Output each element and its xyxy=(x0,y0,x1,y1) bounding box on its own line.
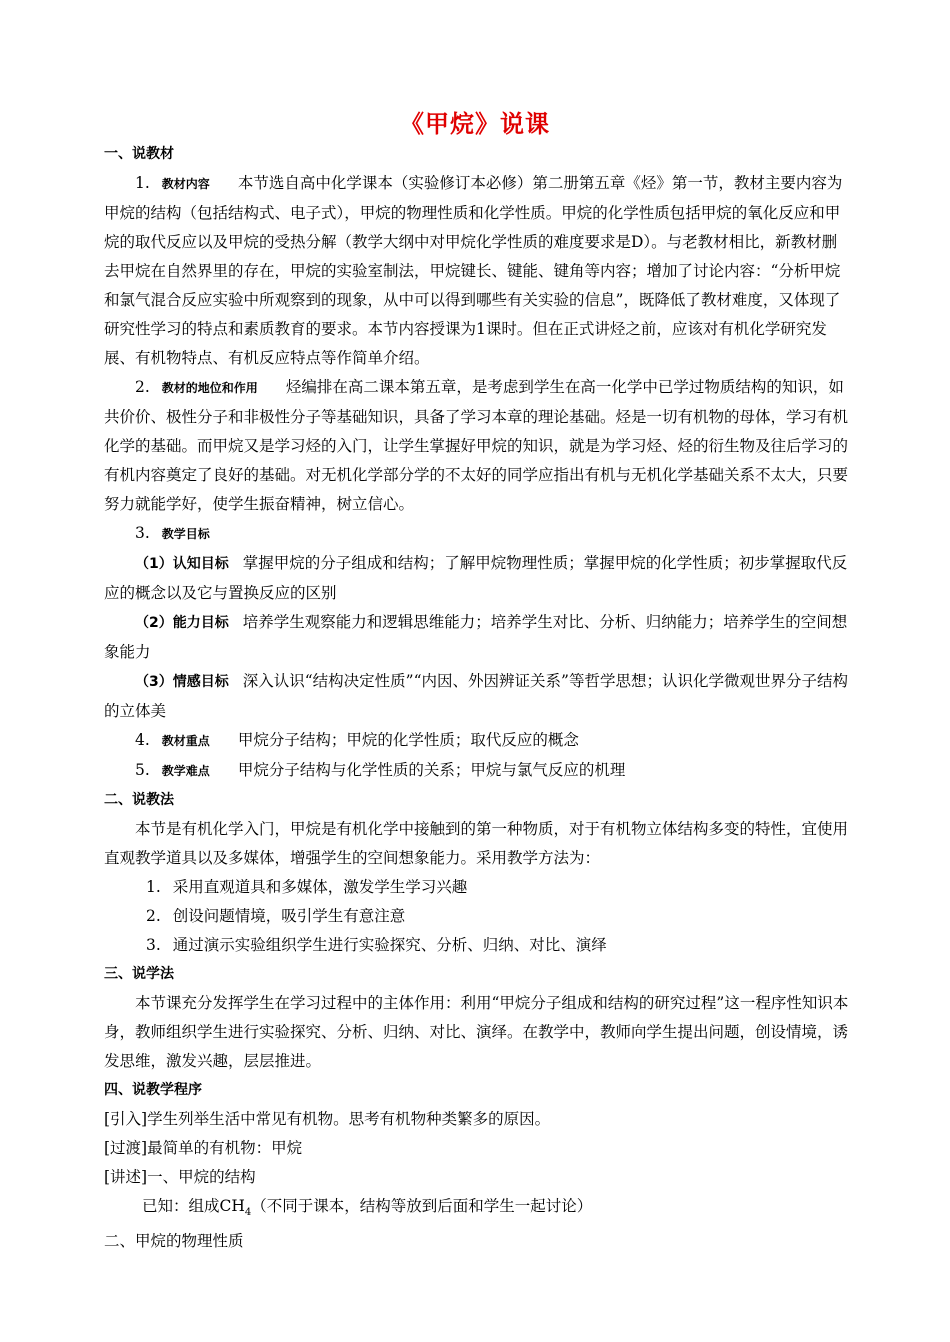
goal-text: 培养学生观察能力和逻辑思维能力；培养学生对比、分析、归纳能力；培养学生的空间想象能力 xyxy=(104,613,848,661)
item-label: 教材重点 xyxy=(161,734,210,748)
paragraph-teaching-goals xyxy=(104,519,849,549)
section-heading-methods: 二、说教法 xyxy=(104,792,174,808)
item-text: 烃编排在高二课本第五章，是考虑到学生在高一化学中已学过物质结构的知识，如共价价、极性分子和非极性分子等基础知识，具备了学习本章的理论基础。烃是一切有机物的母体，学习有机化学的基础。而甲烷又是学习烃的入门，让学生掌握好甲烷的知识，就是为学习烃、烃的衍生物及往后学习的有机内容奠定了良好的基础。对无机化学部分学的不太好的同学应指出有机与无机化学基础关系不太大，只要努力就能学好，使学生振奋精神，树立信心。 xyxy=(104,378,849,513)
paragraph-difficulties xyxy=(104,756,849,786)
paragraph-key-points xyxy=(104,726,849,756)
goal-text: 深入认识“结构决定性质”“内因、外因辨证关系”等哲学思想；认识化学微观世界分子结构的立体美 xyxy=(104,672,848,720)
goal-label: （1）认知目标 xyxy=(135,556,229,572)
item-label: 教材内容 xyxy=(161,177,210,191)
section-heading-learning: 三、说学法 xyxy=(104,966,174,982)
paragraph-learning-methods: 本节课充分发挥学生在学习过程中的主体作用：利用“甲烷分子组成和结构的研究过程”这一程序性知识本身，教师组织学生进行实验探究、分析、归纳、对比、演绎。在教学中，教师向学生提出问题，创设情境，诱发思维，激发兴趣，层层推进。 xyxy=(104,994,849,1070)
item-number: 1. xyxy=(135,174,150,192)
section-heading-materials: 一、说教材 xyxy=(104,146,174,162)
paragraph-status-role xyxy=(104,373,849,519)
procedure-line: 二、甲烷的物理性质 xyxy=(104,1232,244,1251)
section-heading-procedure: 四、说教学程序 xyxy=(104,1082,202,1098)
list-item: 3. 通过演示实验组织学生进行实验探究、分析、归纳、对比、演绎 xyxy=(146,936,607,954)
procedure-line: [讲述]一、甲烷的结构 xyxy=(104,1168,256,1186)
goal-label: （2）能力目标 xyxy=(135,615,229,631)
paragraph-methods-intro: 本节是有机化学入门，甲烷是有机化学中接触到的第一种物质，对于有机物立体结构多变的特性，宜使用直观教学道具以及多媒体，增强学生的空间想象能力。采用教学方法为： xyxy=(104,820,849,867)
goal-text: 掌握甲烷的分子组成和结构；了解甲烷物理性质；掌握甲烷的化学性质；初步掌握取代反应的概念以及它与置换反应的区别 xyxy=(104,554,848,602)
item-text: 本节选自高中化学课本（实验修订本必修）第二册第五章《烃》第一节，教材主要内容为甲烷的结构（包括结构式、电子式），甲烷的物理性质和化学性质。甲烷的化学性质包括甲烷的氧化反应和甲烷的取代反应以及甲烷的受热分解（教学大纲中对甲烷化学性质的难度要求是D）。与老教材相比，新教材删去甲烷在自然界里的存在，甲烷的实验室制法，甲烷键长、键能、键角等内容；增加了讨论内容：“分析甲烷和氯气混合反应实验中所观察到的现象，从中可以得到哪些有关实验的信息”，既降低了教材难度，又体现了研究性学习的特点和素质教育的要求。本节内容授课为1课时。但在正式讲烃之前，应该对有机化学研究发展、有机物特点、有机反应特点等作简单介绍。 xyxy=(104,174,843,367)
item-text: 甲烷分子结构与化学性质的关系；甲烷与氯气反应的机理 xyxy=(237,761,626,779)
item-number: 5. xyxy=(135,761,150,779)
list-item: 1. 采用直观道具和多媒体，激发学生学习兴趣 xyxy=(146,878,468,896)
list-item: 2. 创设问题情境，吸引学生有意注意 xyxy=(146,907,406,925)
goal-cognitive xyxy=(104,549,849,608)
item-label: 教学难点 xyxy=(161,764,210,778)
procedure-line: [过渡]最简单的有机物：甲烷 xyxy=(104,1139,303,1157)
procedure-line: [引入]学生列举生活中常见有机物。思考有机物种类繁多的原因。 xyxy=(104,1110,551,1128)
procedure-known: 已知：组成$CH_4$（不同于课本，结构等放到后面和学生一起讨论） xyxy=(142,1197,593,1219)
goal-emotion xyxy=(104,667,849,726)
item-label: 教材的地位和作用 xyxy=(161,381,258,395)
goal-ability xyxy=(104,608,849,667)
goal-label: （3）情感目标 xyxy=(135,674,229,690)
item-number: 3. xyxy=(135,524,150,542)
item-label: 教学目标 xyxy=(161,527,210,541)
paragraph-teaching-content xyxy=(104,169,849,373)
item-number: 2. xyxy=(135,378,150,396)
document-body xyxy=(104,140,849,1256)
item-text: 甲烷分子结构；甲烷的化学性质；取代反应的概念 xyxy=(237,731,579,749)
item-number: 4. xyxy=(135,731,150,749)
document-title: 《甲烷》说课 xyxy=(400,110,550,138)
